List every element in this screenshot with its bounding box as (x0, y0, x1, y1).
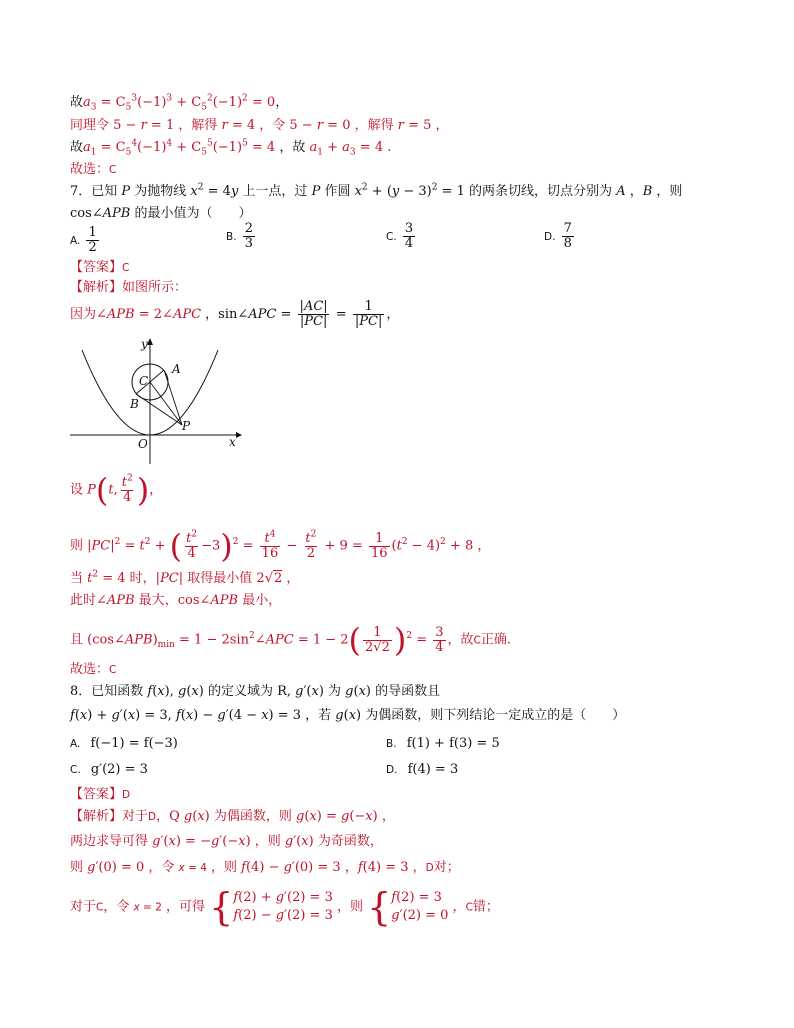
sol6-choose: 故选：C (70, 162, 117, 177)
q8-stem-line2: f(x) + g′(x) = 3, f(x) − g′(4 − x) = 3 ，若 g(x) 为偶函数，则下列结论一定成立的是（ ） (70, 708, 626, 723)
label-b: B (130, 397, 139, 411)
q7-option-d[interactable]: D. $\frac{7}{8}$ (544, 221, 572, 251)
label-a: A (172, 362, 181, 376)
q8-analysis-4: 对于C，令 x = 2 ，可得 { f(2) + g′(2) = 3 f(2) − g′(2) = 3 ，则 { f(2) = 3 g′(2) = 0 ，C错； (70, 885, 499, 929)
q8-analysis-2: 两边求导可得 g′(x) = −g′(−x) ，则 g′(x) 为奇函数， (70, 834, 383, 849)
q8-option-a[interactable]: A. f(−1) = f(−3) (70, 736, 178, 751)
q7-step6: 且 $(\cos\angle APB)_{min} = 1$ − $2\sin^2\angle APC = 1 - 2$( $\frac{1}{2√2}$ )$^2$ = $\frac{3}{4}$ ，故C正确. (70, 621, 512, 659)
y-axis-arrow (147, 338, 153, 345)
q8-option-c[interactable]: C. g′(2) = 3 (70, 762, 148, 777)
q8-analysis-1: 【解析】对于D，Q g(x) 为偶函数，则 g(x) = g(−x) ， (70, 809, 395, 824)
label-o: O (138, 437, 148, 451)
q7-choose: 故选：C (70, 662, 117, 677)
q8-option-b[interactable]: B. f(1) + f(3) = 5 (386, 736, 500, 751)
q8-answer: 【答案】D (70, 787, 131, 802)
q7-step1: 因为∠APB = 2∠APC ，sin∠APC = $\frac{|AC|}{|PC|}$ = $\frac{1}{|PC|}$ ， (70, 299, 400, 329)
parabola-circle-figure (68, 336, 248, 468)
q7-option-c[interactable]: C. $\frac{3}{4}$ (386, 221, 414, 251)
label-c: C (139, 374, 149, 388)
sol6-line3: 故$a_1 = C_5^4(-1)^4 + C_5^5(-1)^5 = 4$ ，故 $a_1 + a_3 = 4$ . (70, 138, 392, 158)
q8-stem-line1: 8．已知函数 f(x), g(x) 的定义域为 R, g′(x) 为 g(x) 的导函数且 (70, 684, 441, 699)
q7-stem-line2: cos∠APB 的最小值为（ ） (70, 206, 252, 221)
label-y: y (141, 337, 148, 351)
tangent-pb (136, 394, 182, 425)
q7-option-b[interactable]: B. $\frac{2}{3}$ (226, 221, 253, 251)
sol6-line2: 同理令 5 − r = 1 ，解得 r = 4 ，令 5 − r = 0 ，解得 r = 5 ， (70, 118, 449, 133)
q7-step3: 则 $|PC|^2 = t^2$ + ( $\frac{t^2}{4}$ −3)$^2$ = $\frac{t^4}{16}$ − $\frac{t^2}{2}$ + 9 = $\frac{1}{16}$ $(t^2 - 4)^2 + 8$ ， (70, 527, 491, 565)
sol6-line1: 故$a_3 = C_5^3(-1)^3 + C_5^2(-1)^2 = 0$， (70, 93, 289, 113)
q7-step2: 设 P(t, $\frac{t^2}{4}$ )， (70, 471, 163, 509)
q7-step4: 当 $t^2 = 4$ 时，|PC| 取得最小值 2√2 ， (70, 569, 300, 586)
q7-stem-line1: 7．已知 P 为抛物线 $x^2 = 4y$ 上一点，过 P 作圆 $x^2 + (y - 3)^2 = 1$ 的两条切线，切点分别为 A ，B ，则 (70, 182, 683, 199)
segment-pc (150, 382, 182, 425)
label-p: P (182, 419, 191, 433)
tangent-pa (164, 370, 182, 425)
q8-analysis-3: 则 g′(0) = 0 ，令 x = 4 ，则 f(4) − g′(0) = 3 ，f(4) = 3 ，D对； (70, 860, 460, 875)
x-axis-arrow (236, 432, 242, 438)
q7-analysis-header: 【解析】如图所示： (70, 280, 188, 295)
q7-step5: 此时∠APB 最大，cos∠APB 最小， (70, 593, 282, 608)
radius-ca (150, 370, 164, 382)
q8-option-d[interactable]: D. f(4) = 3 (386, 762, 459, 777)
label-x: x (229, 435, 236, 449)
q7-option-a[interactable]: A. $\frac{1}{2}$ (70, 225, 97, 255)
q7-answer: 【答案】C (70, 260, 130, 275)
